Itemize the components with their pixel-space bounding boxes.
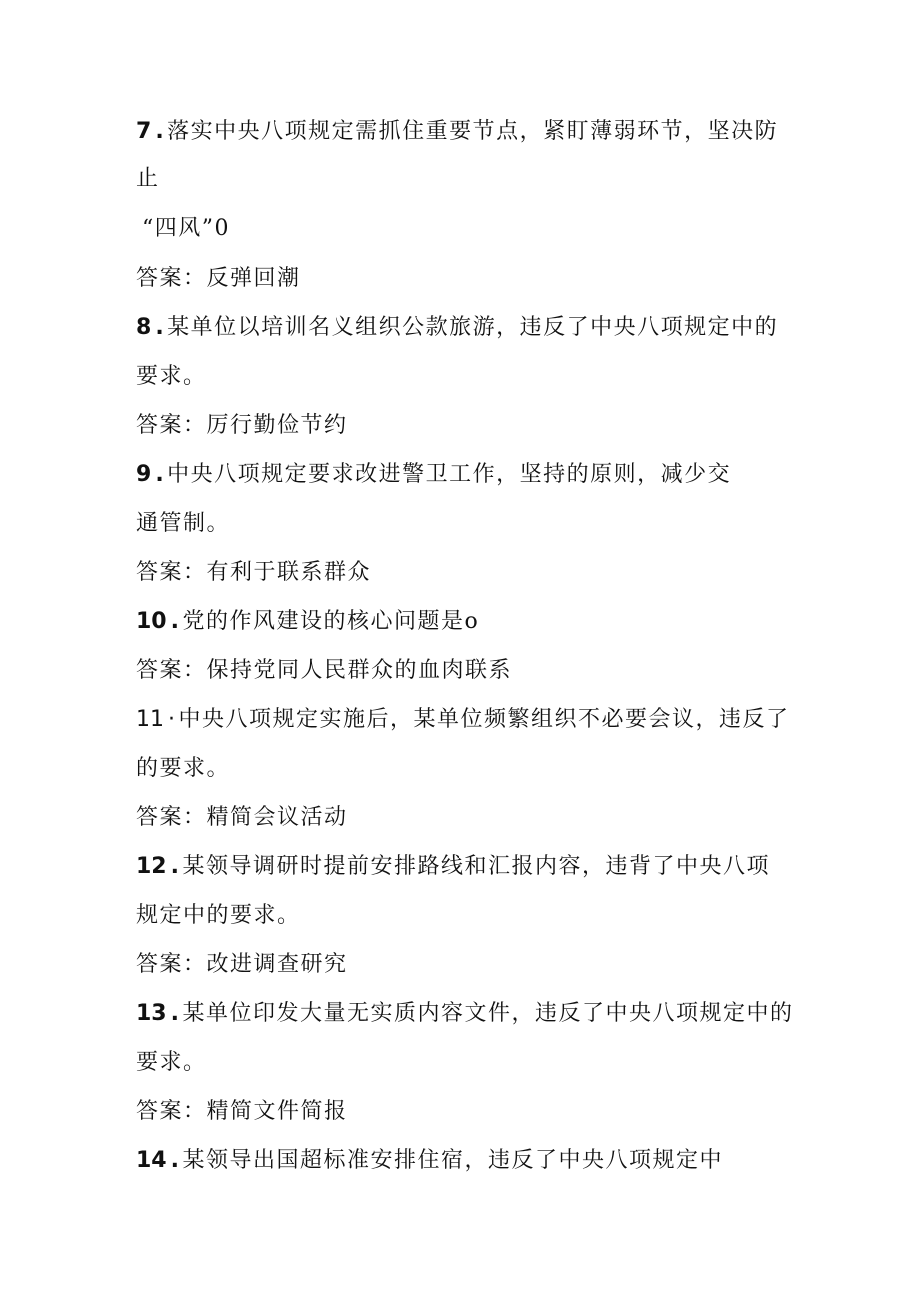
question-8-line-2: 要求。 [136,364,207,389]
question-11-line-2: 的要求。 [136,756,231,781]
question-separator: . [155,462,166,487]
question-text: 某单位以培训名义组织公款旅游，违反了中央八项规定中的 [167,315,779,340]
answer-12: 答案：改进调查研究 [136,952,348,977]
question-text: 中央八项规定实施后，某单位频繁组织不必要会议，违反了 [178,707,790,732]
question-12-line-2: 规定中的要求。 [136,903,301,928]
question-7-line-1 [136,117,778,147]
question-number: 7 [136,119,152,144]
question-7-line-2: 止 [136,166,160,191]
question-separator: · [168,707,177,732]
question-separator: . [170,1148,181,1173]
question-11-line-1 [136,705,790,735]
question-number: 10 [136,609,167,634]
question-text: 中央八项规定要求改进警卫工作，坚持的原则，减少交 [167,462,732,487]
answer-9: 答案：有利于联系群众 [136,560,372,585]
question-13-line-1 [136,999,794,1029]
question-separator: . [170,854,181,879]
question-separator: . [155,315,166,340]
answer-7: 答案：反弹回潮 [136,266,301,291]
question-text: 落实中央八项规定需抓住重要节点，紧盯薄弱环节，坚决防 [167,119,779,144]
question-text: 某领导出国超标准安排住宿，违反了中央八项规定中 [182,1148,723,1173]
question-number: 14 [136,1148,167,1173]
question-text: 某领导调研时提前安排路线和汇报内容，违背了中央八项 [182,854,770,879]
question-8-line-1 [136,313,778,343]
question-separator: . [170,609,181,634]
question-separator: . [170,1001,181,1026]
answer-13: 答案：精简文件简报 [136,1099,348,1124]
question-10-line-1 [136,607,479,637]
question-number: 12 [136,854,167,879]
question-number: 8 [136,315,152,340]
question-9-line-1 [136,460,731,490]
answer-10: 答案：保持党同人民群众的血肉联系 [136,658,513,683]
answer-11: 答案：精简会议活动 [136,805,348,830]
question-9-line-2: 通管制。 [136,511,231,536]
question-number: 9 [136,462,152,487]
question-text: 某单位印发大量无实质内容文件，违反了中央八项规定中的 [182,1001,794,1026]
question-text: 党的作风建设的核心问题是o [182,609,480,634]
answer-8: 答案：厉行勤俭节约 [136,413,348,438]
question-14-line-1 [136,1146,723,1176]
question-13-line-2: 要求。 [136,1050,207,1075]
question-separator: . [155,119,166,144]
question-7-line-3: “四风”0 [142,216,230,241]
question-12-line-1 [136,852,770,882]
question-number: 11 [136,707,164,732]
question-number: 13 [136,1001,167,1026]
